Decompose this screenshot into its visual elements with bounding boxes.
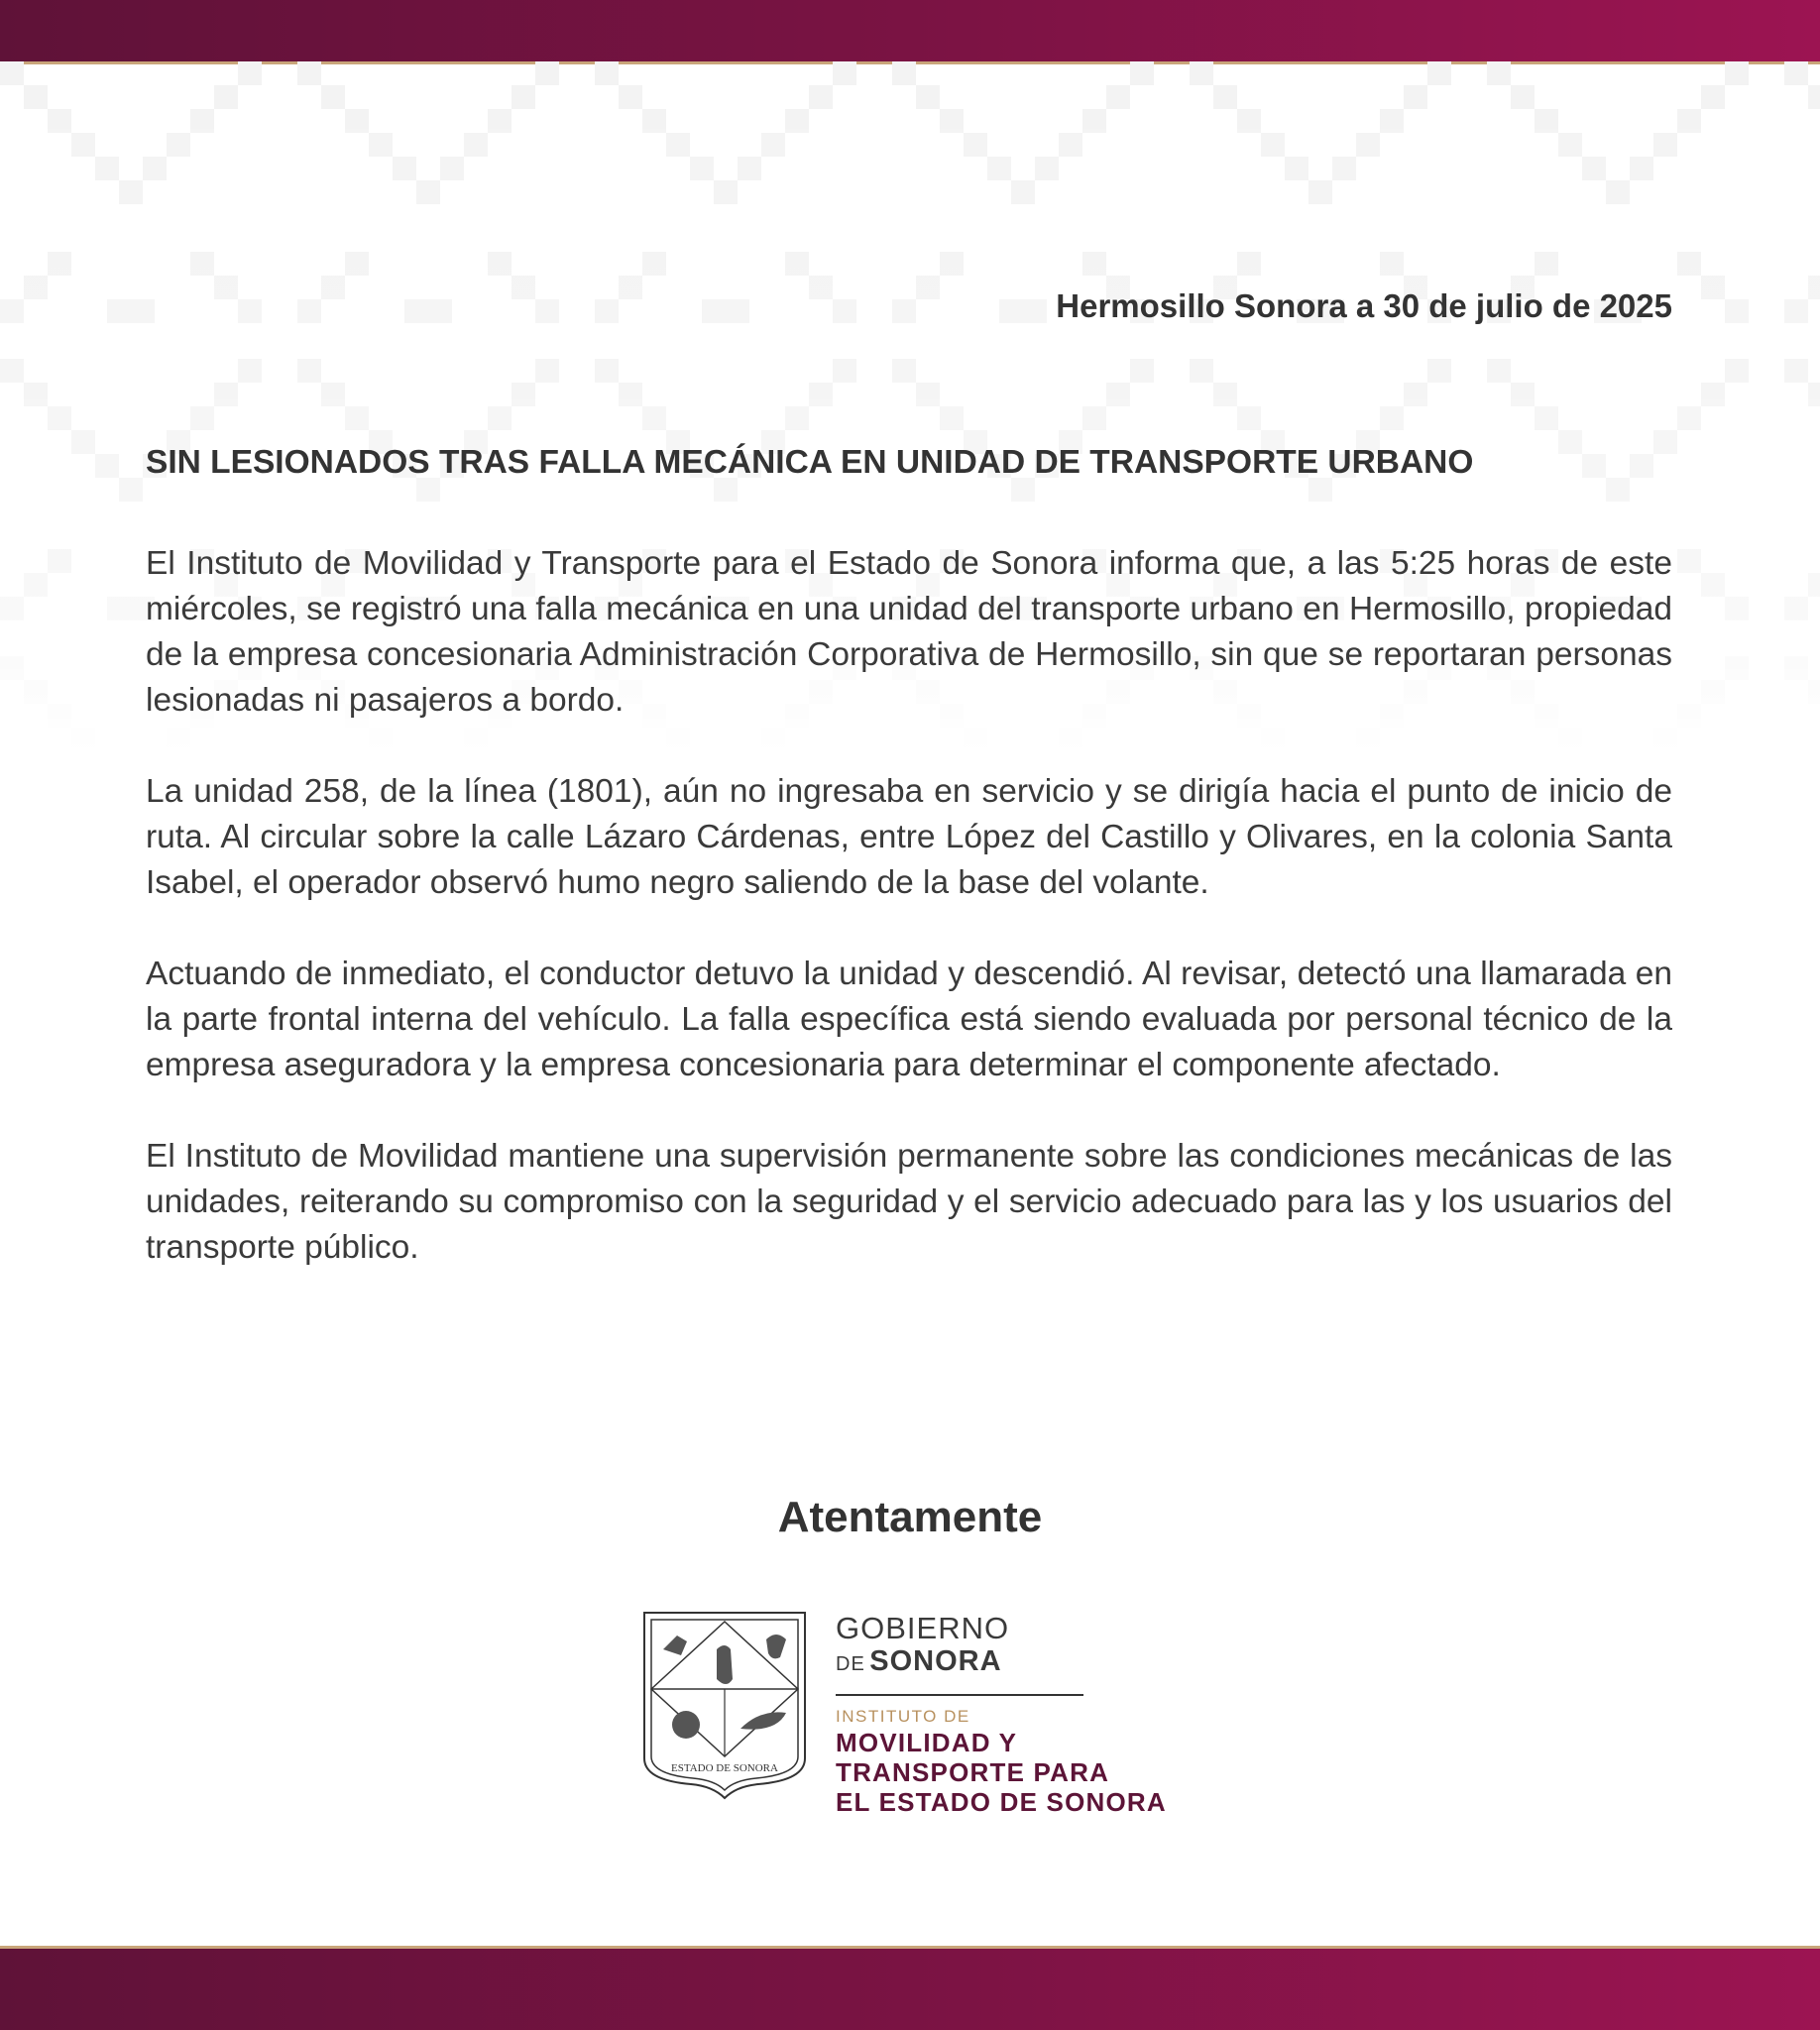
paragraph-2: La unidad 258, de la línea (1801), aún no ingresaba en servicio y se dirigía hacia el punto de inicio de ruta. Al circular sobre la calle Lázaro Cárdenas, entre López del Castillo y Olivares, en la colonia Santa Isabel, el operador observó humo negro saliendo de la base del volante. <box>146 773 1672 901</box>
sonora-seal-icon <box>641 1610 808 1801</box>
closing-signoff: Atentamente <box>777 1493 1043 1541</box>
government-logo <box>836 1612 1167 1817</box>
press-release <box>146 287 1672 1271</box>
gov-sonora: SONORA <box>869 1645 1002 1677</box>
headline: SIN LESIONADOS TRAS FALLA MECÁNICA EN UNIDAD DE TRANSPORTE URBANO <box>146 444 1474 481</box>
top-band <box>0 0 1820 61</box>
bottom-band <box>0 1949 1820 2030</box>
gov-line1: GOBIERNO <box>836 1611 1010 1645</box>
place-date: Hermosillo Sonora a 30 de julio de 2025 <box>1056 287 1672 324</box>
paragraph-1: El Instituto de Movilidad y Transporte para el Estado de Sonora informa que, a las 5:25 horas de este miércoles, se registró una falla mecánica en una unidad del transporte urbano en Hermosillo, propiedad de la empresa concesionaria Administración Corporativa de Hermosillo, sin que se reportaran personas lesionadas ni pasajeros a bordo. <box>146 545 1672 719</box>
paragraph-3: Actuando de inmediato, el conductor detuvo la unidad y descendió. Al revisar, detectó una llamarada en la parte frontal interna del vehículo. La falla específica está siendo evaluada por personal técnico de la empresa aseguradora y la empresa concesionaria para determinar el componente afectado. <box>146 956 1672 1083</box>
institute-prefix: INSTITUTO DE <box>836 1707 970 1726</box>
institute-line-1: MOVILIDAD Y <box>836 1728 1018 1757</box>
logo-divider <box>836 1694 1083 1696</box>
paragraph-4: El Instituto de Movilidad mantiene una supervisión permanente sobre las condiciones mecánicas de las unidades, reiterando su compromiso con la seguridad y el servicio adecuado para las y los usuarios del transporte público. <box>146 1138 1672 1266</box>
gov-line2 <box>836 1645 1167 1682</box>
institute-line-3: EL ESTADO DE SONORA <box>836 1787 1167 1817</box>
gov-de: DE <box>836 1653 865 1675</box>
institute-line-2: TRANSPORTE PARA <box>836 1757 1110 1787</box>
seal-caption: ESTADO DE SONORA <box>671 1762 778 1774</box>
